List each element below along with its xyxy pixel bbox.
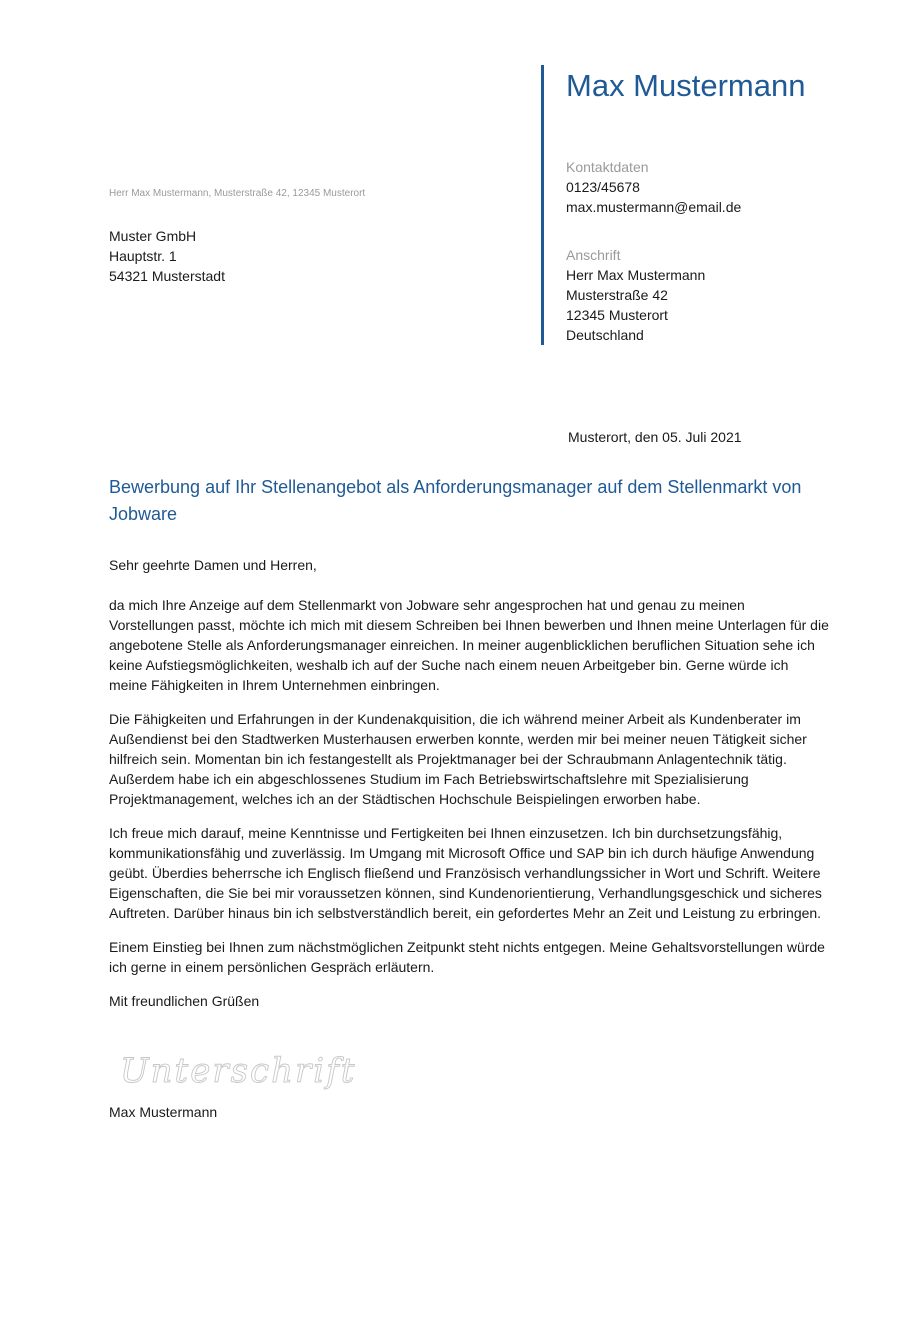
recipient-address [109, 226, 225, 286]
recipient-line: 54321 Musterstadt [109, 268, 225, 284]
accent-bar [541, 65, 544, 345]
letter-subject: Bewerbung auf Ihr Stellenangebot als Anforderungsmanager auf dem Stellenmarkt von Jobware [109, 477, 802, 524]
address-line: Musterstraße 42 [566, 287, 668, 303]
body-paragraph: Die Fähigkeiten und Erfahrungen in der Kundenakquisition, die ich während meiner Arbeit als Kundenberater im Außendienst bei den Stadtwerken Musterhausen erwerben konnte, werden mir bei meiner neuen Tätigkeit sicher hilfreich sein. Momentan bin ich festangestellt als Projektmanager bei der Schraubmann Anlagentechnik tätig. Außerdem habe ich ein abgeschlossenes Studium im Fach Betriebswirtschaftslehre mit Spezialisierung Projektmanagement, welches ich an der Städtischen Hochschule Beispielingen erworben habe. [109, 711, 807, 807]
body-paragraph: da mich Ihre Anzeige auf dem Stellenmarkt von Jobware sehr angesprochen hat und genau zu meinen Vorstellungen passt, möchte ich mich mit diesem Schreiben bei Ihnen bewerben und Ihnen meine Unterlagen für die angebotene Stelle als Anforderungsmanager einreichen. In meiner augenblicklichen beruflichen Situation sehe ich keine Aufstiegsmöglichkeiten, weshalb ich auf der Suche nach einem neuen Arbeitgeber bin. Gerne würde ich meine Fähigkeiten in Ihrem Unternehmen einbringen. [109, 597, 829, 693]
body-paragraph: Einem Einstieg bei Ihnen zum nächstmöglichen Zeitpunkt steht nichts entgegen. Meine Gehaltsvorstellungen würde ich gerne in einem persönlichen Gespräch erläutern. [109, 939, 825, 975]
contact-label: Kontaktdaten [566, 159, 649, 175]
recipient-line: Hauptstr. 1 [109, 248, 177, 264]
handwritten-signature [118, 1048, 358, 1096]
signature-name: Max Mustermann [109, 1104, 218, 1120]
letter-date: Musterort, den 05. Juli 2021 [568, 429, 742, 445]
salutation: Sehr geehrte Damen und Herren, [109, 557, 317, 573]
contact-phone: 0123/45678 [566, 179, 640, 195]
signature-text: Unterschrift [120, 1051, 357, 1091]
address-line: Herr Max Mustermann [566, 267, 706, 283]
letter-body [109, 555, 829, 1025]
address-block [566, 245, 705, 345]
address-label: Anschrift [566, 247, 621, 263]
address-line: Deutschland [566, 327, 644, 343]
address-line: 12345 Musterort [566, 307, 668, 323]
body-paragraph: Ich freue mich darauf, meine Kenntnisse und Fertigkeiten bei Ihnen einzusetzen. Ich bin durchsetzungsfähig, kommunikationsfähig und zuverlässig. Im Umgang mit Microsoft Office und SAP bin ich durch häufige Anwendung geübt. Überdies beherrsche ich Englisch fließend und Französisch verhandlungssicher in Wort und Schrift. Weitere Eigenschaften, die Sie bei mir voraussetzen können, sind Kundenorientierung, Verhandlungsgeschick und sicheres Auftreten. Darüber hinaus bin ich selbstverständlich bereit, ein gefordertes Mehr an Zeit und Leistung zu erbringen. [109, 825, 822, 921]
closing: Mit freundlichen Grüßen [109, 993, 260, 1009]
sender-return-line: Herr Max Mustermann, Musterstraße 42, 12345 Musterort [109, 188, 366, 199]
applicant-name: Max Mustermann [566, 68, 806, 103]
recipient-line: Muster GmbH [109, 228, 197, 244]
contact-email: max.mustermann@email.de [566, 199, 742, 215]
contact-block [566, 157, 741, 217]
